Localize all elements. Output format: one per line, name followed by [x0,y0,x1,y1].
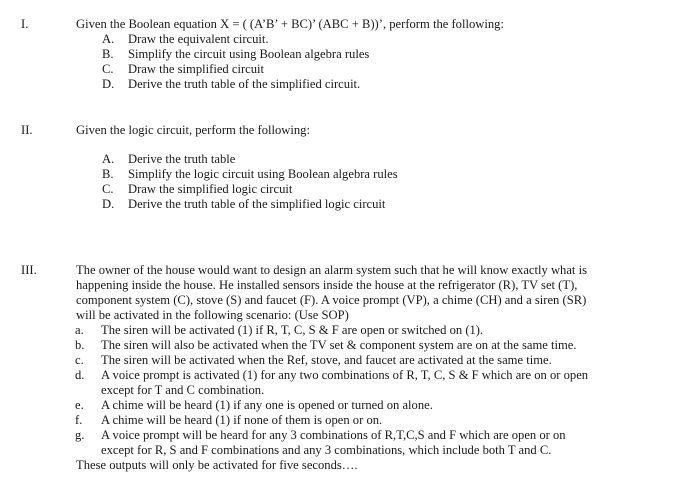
item-letter: B. [102,47,114,61]
item-letter: D. [102,77,115,91]
item-letter: b. [75,338,85,352]
list-item [102,62,664,77]
item-text: A voice prompt is activated (1) for any two combinations of R, T, C, S & F which are on or open [101,368,589,382]
question-2-list [102,152,664,212]
list-item [76,323,664,338]
list-item [76,353,664,368]
item-letter: g. [75,428,85,442]
item-letter: A. [102,32,115,46]
item-letter: A. [102,152,115,166]
intro-line: component system (C), stove (S) and faucet (F). A voice prompt (VP), a chime (CH) and a siren (SR) [76,293,587,307]
item-text: The siren will be activated when the Ref, stove, and faucet are activated at the same time. [101,353,552,367]
item-text: Derive the truth table [128,152,236,166]
item-letter: c. [75,353,84,367]
question-1-list [102,32,664,92]
list-item [102,152,664,167]
item-letter: C. [102,182,114,196]
item-text: Draw the simplified logic circuit [128,182,293,196]
item-text: Derive the truth table of the simplified circuit. [128,77,361,91]
item-text: A voice prompt will be heard for any 3 combinations of R,T,C,S and F which are open or on [101,428,566,442]
item-letter: a. [75,323,84,337]
item-letter: C. [102,62,114,76]
item-text: Simplify the circuit using Boolean algebra rules [128,47,370,61]
question-1-body [76,17,664,92]
question-3-body [76,263,664,473]
question-3-number: III. [21,263,37,277]
item-letter: e. [75,398,84,412]
item-text: Draw the simplified circuit [128,62,265,76]
list-item [76,398,664,413]
list-item [102,32,664,47]
question-3-list [76,323,664,458]
question-3-closing: These outputs will only be activated for five seconds…. [76,458,358,472]
item-text: The siren will be activated (1) if R, T, C, S & F are open or switched on (1). [101,323,484,337]
list-item [76,428,664,458]
item-text: Derive the truth table of the simplified logic circuit [128,197,386,211]
list-item [76,368,664,398]
intro-line: The owner of the house would want to design an alarm system such that he will know exactly what is [76,263,587,277]
item-text: Simplify the logic circuit using Boolean algebra rules [128,167,398,181]
item-letter: d. [75,368,85,382]
item-letter: B. [102,167,114,181]
list-item [76,338,664,353]
item-text: Draw the equivalent circuit. [128,32,269,46]
question-2-body [76,123,664,212]
item-text: except for T and C combination. [101,383,265,397]
list-item [102,47,664,62]
intro-line: happening inside the house. He installed sensors inside the house at the refrigerator (R), TV set (T), [76,278,578,292]
list-item [76,413,664,428]
item-text: The siren will also be activated when the TV set & component system are on at the same time. [101,338,577,352]
item-letter: D. [102,197,115,211]
list-item [102,197,664,212]
intro-line: will be activated in the following scenario: (Use SOP) [76,308,349,322]
item-text: A chime will be heard (1) if none of them is open or on. [101,413,383,427]
list-item [102,77,664,92]
list-item [102,182,664,197]
question-2-intro: Given the logic circuit, perform the following: [76,123,310,137]
question-3-intro [76,263,664,323]
question-1-number: I. [21,17,29,31]
item-text: except for R, S and F combinations and any 3 combinations, which include both T and C. [101,443,552,457]
item-text: A chime will be heard (1) if any one is opened or turned on alone. [101,398,433,412]
question-1-intro: Given the Boolean equation X = ( (A’B’ + BC)’ (ABC + B))’, perform the following: [76,17,504,31]
item-letter: f. [75,413,83,427]
question-2-number: II. [21,123,33,137]
list-item [102,167,664,182]
